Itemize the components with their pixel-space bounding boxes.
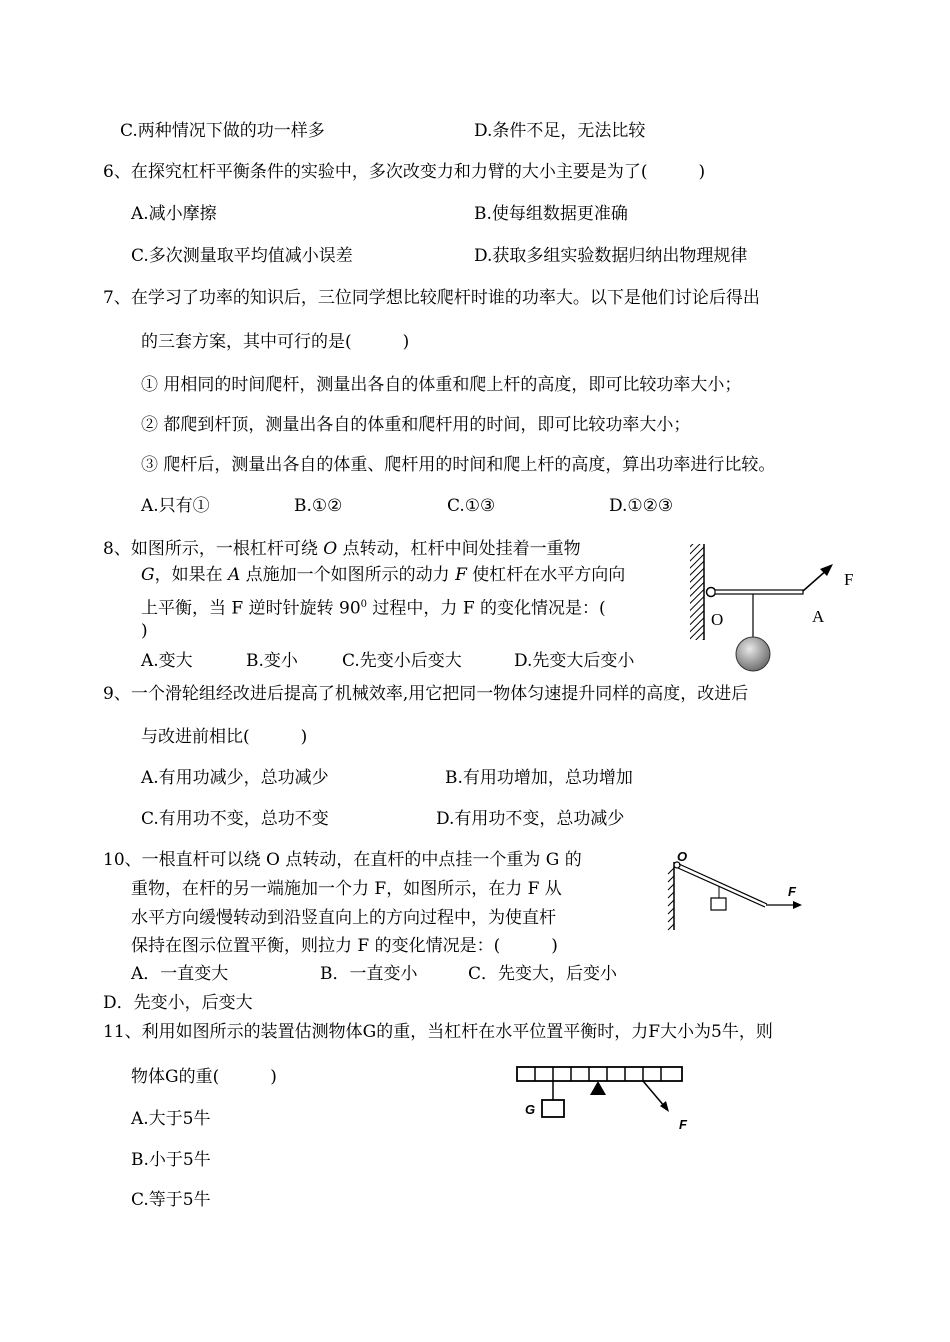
fulcrum-icon: [590, 1081, 606, 1095]
q5-option-d: D.条件不足，无法比较: [474, 121, 646, 141]
q7-stem-line-1: 7、在学习了功率的知识后，三位同学想比较爬杆时谁的功率大。以下是他们讨论后得出: [103, 288, 760, 308]
q10-stem-line-3: 水平方向缓慢转动到沿竖直向上的方向过程中，为使直杆: [131, 908, 556, 928]
weight-box-icon: [711, 898, 726, 910]
fig8-label-f: F: [844, 570, 854, 589]
q11-stem-line-2: 物体G的重( ): [131, 1067, 277, 1087]
fig11-label-f: F: [679, 1117, 687, 1132]
fig11-label-g: G: [525, 1102, 536, 1117]
q8-text: 点转动，杠杆中间处挂着一重物: [337, 539, 581, 559]
q9-option-a: A.有用功减少，总功减少: [141, 768, 329, 788]
q7-option-a: A.只有①: [141, 496, 210, 516]
q9-option-b: B.有用功增加，总功增加: [445, 768, 633, 788]
fig10-label-f: F: [788, 884, 796, 899]
q8-option-b: B.变小: [246, 651, 298, 671]
q11-stem-line-1: 11、利用如图所示的装置估测物体G的重，当杠杆在水平位置平衡时，力F大小为5牛，则: [103, 1022, 773, 1042]
q5-option-c: C.两种情况下做的功一样多: [120, 121, 325, 141]
lever-bar: [517, 1067, 682, 1081]
q6-option-c: C.多次测量取平均值减小误差: [131, 246, 353, 266]
q10-lever-figure: [664, 848, 814, 938]
q8-lever-figure: [682, 540, 872, 675]
q9-stem-line-1: 9、一个滑轮组经改进后提高了机械效率,用它把同一物体匀速提升同样的高度，改进后: [103, 684, 749, 704]
fig8-label-a: A: [812, 607, 825, 626]
q6-option-b: B.使每组数据更准确: [474, 204, 628, 224]
q8-text: 8、如图所示，一根杠杆可绕: [103, 539, 324, 559]
q11-option-c: C.等于5牛: [131, 1190, 211, 1210]
q8-text: ，如果在: [154, 565, 228, 585]
q8-option-a: A.变大: [141, 651, 193, 671]
q8-degree-sup: 0: [360, 599, 368, 610]
q11-lever-figure: [510, 1062, 700, 1137]
q9-option-c: C.有用功不变，总功不变: [141, 809, 329, 829]
weight-box-icon: [542, 1100, 564, 1117]
q8-var-g: G: [141, 565, 155, 585]
q10-option-d: D．先变小，后变大: [103, 993, 253, 1013]
wall-icon: [690, 544, 704, 640]
q7-option-c: C.①③: [447, 496, 496, 516]
q6-option-d: D.获取多组实验数据归纳出物理规律: [474, 246, 748, 266]
weight-ball-icon: [736, 637, 770, 671]
q7-stem-line-2: 的三套方案，其中可行的是( ): [141, 332, 410, 352]
fig8-label-o: O: [711, 610, 724, 629]
q8-text: 点施加一个如图所示的动力: [240, 565, 456, 585]
q10-stem-line-1: 10、一根直杆可以绕 O 点转动，在直杆的中点挂一个重为 G 的: [103, 850, 582, 870]
q9-stem-line-2: 与改进前相比( ): [141, 727, 308, 747]
q8-stem-line-3: [141, 594, 606, 620]
lever-bar: [715, 590, 803, 594]
q7-plan-3: ③ 爬杆后，测量出各自的体重、爬杆用的时间和爬上杆的高度，算出功率进行比较。: [141, 455, 776, 475]
q7-option-b: B.①②: [294, 496, 343, 516]
q8-var-o: O: [323, 539, 338, 559]
arrowhead-icon: [793, 901, 802, 909]
q8-option-c: C.先变小后变大: [342, 651, 462, 671]
q7-option-d: D.①②③: [609, 496, 674, 516]
q8-option-d: D.先变大后变小: [514, 651, 635, 671]
q8-stem-line-1: [103, 538, 581, 560]
q8-text: 过程中，力 F 的变化情况是：(: [367, 598, 606, 619]
q11-option-a: A.大于5牛: [131, 1109, 211, 1129]
q10-option-a: A．一直变大: [131, 964, 229, 984]
q10-stem-line-2: 重物，在杆的另一端施加一个力 F，如图所示，在力 F 从: [131, 879, 562, 899]
q7-plan-2: ② 都爬到杆顶，测量出各自的体重和爬杆用的时间，即可比较功率大小；: [141, 415, 691, 435]
q8-var-a: A: [228, 565, 241, 585]
q9-option-d: D.有用功不变，总功减少: [436, 809, 625, 829]
q10-stem-line-4: 保持在图示位置平衡，则拉力 F 的变化情况是：( ): [131, 936, 558, 956]
fig10-label-o: O: [677, 849, 688, 864]
q7-plan-1: ① 用相同的时间爬杆，测量出各自的体重和爬上杆的高度，即可比较功率大小；: [141, 375, 742, 395]
pivot-icon: [707, 588, 716, 597]
q6-stem: 6、在探究杠杆平衡条件的实验中，多次改变力和力臂的大小主要是为了( ): [103, 162, 706, 182]
wall-hatch-icon: [668, 868, 674, 930]
q8-stem-line-2: [141, 564, 625, 586]
q8-stem-line-4: ): [141, 621, 148, 641]
q10-option-c: C．先变大，后变小: [468, 964, 618, 984]
q11-option-b: B.小于5牛: [131, 1150, 211, 1170]
q6-option-a: A.减小摩擦: [131, 204, 217, 224]
q8-text: 使杠杆在水平方向向: [466, 565, 626, 585]
force-arrow: [643, 1081, 665, 1107]
q8-var-f: F: [455, 565, 467, 585]
q8-text: 上平衡，当 F 逆时针旋转 90: [141, 598, 361, 619]
q10-option-b: B．一直变小: [320, 964, 418, 984]
